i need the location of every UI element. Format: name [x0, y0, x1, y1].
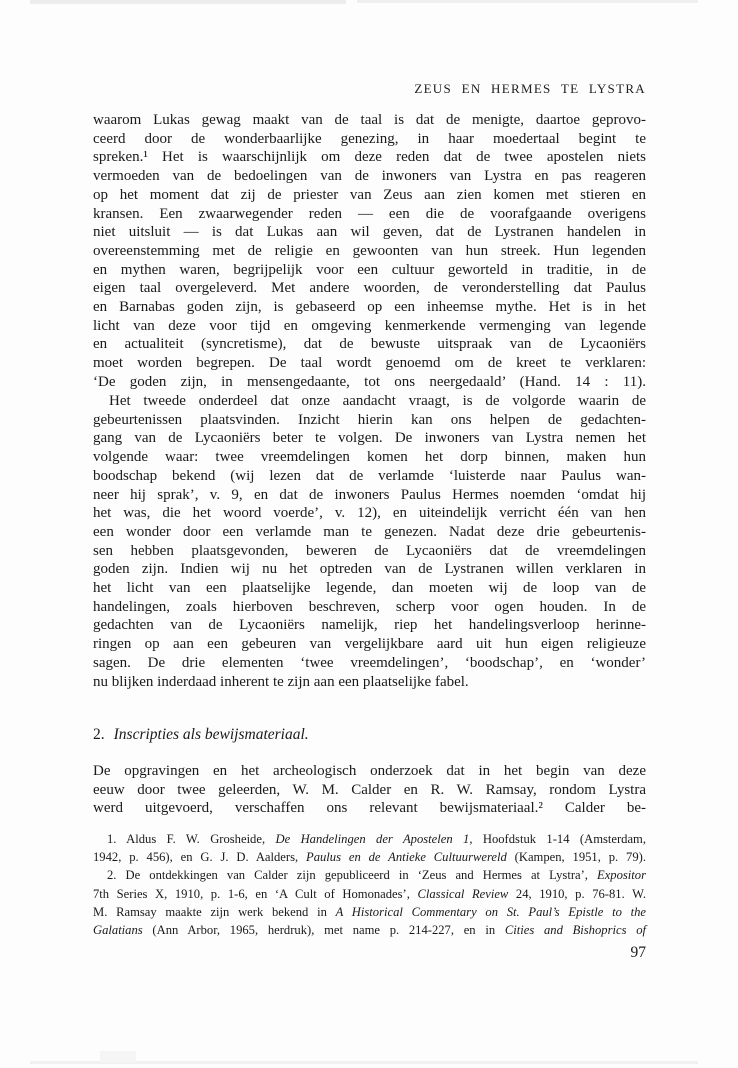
body-paragraph-3	[93, 762, 646, 818]
running-header: ZEUS EN HERMES TE LYSTRA	[414, 81, 646, 96]
text-line: boodschap bekend (wij lezen dat de verlamde ‘luisterde naar Paulus wan-	[93, 467, 646, 484]
text-line: handelingen, zoals hierboven beschreven, scherp voor ogen houden. In de	[93, 598, 646, 615]
text-line: spreken.¹ Het is waarschijnlijk om deze reden dat de twee apostelen niets	[93, 149, 646, 166]
section-heading	[93, 726, 646, 744]
body-paragraph-2	[93, 392, 646, 691]
text-line: gebeurtenissen plaatsvinden. Inzicht hierin kan ons helpen de gedachten-	[93, 411, 646, 428]
text-line: op het moment dat zij de priester van Zeus aan zien komen met stieren en	[93, 186, 646, 203]
text-line: ceerd door de wonderbaarlijke genezing, in haar moedertaal begint te	[93, 130, 646, 147]
text-line: Galatians (Ann Arbor, 1965, herdruk), met name p. 214-227, en in Cities and Bishoprics of	[93, 923, 646, 938]
text-line: niet uitsluit — is dat Lukas aan wil geven, dat de Lystranen handelen in	[93, 224, 646, 241]
text-line: 2. De ontdekkingen van Calder zijn gepubliceerd in ‘Zeus and Hermes at Lystra’, Expositor	[107, 868, 646, 883]
text-line: ‘De goden zijn, in mensengedaante, tot ons neergedaald’ (Hand. 14 : 11).	[93, 373, 646, 390]
text-line: waarom Lukas gewag maakt van de taal is dat de menigte, daartoe geprovo-	[93, 112, 646, 128]
section-number: 2.	[93, 726, 105, 743]
text-line: sen hebben plaatsgevonden, beweren de Lycaoniërs dat de vreemdelingen	[93, 542, 646, 559]
text-line: M. Ramsay maakte zijn werk bekend in A Historical Commentary on St. Paul’s Epistle to the	[93, 904, 646, 919]
text-line: en actualiteit (syncretisme), dat de bewuste uitspraak van de Lycaoniërs	[93, 336, 646, 353]
text-line: goden zijn. Indien wij nu het optreden van de Lystranen willen verklaren in	[93, 561, 646, 578]
text-line: overeenstemming met de religie en gewoonten van hun streek. Hun legenden	[93, 242, 646, 259]
text-line: nu blijken inderdaad inherent te zijn aan een plaatselijke fabel.	[93, 673, 469, 690]
body-paragraph-1	[93, 111, 646, 392]
text-line: licht van deze voor tijd en omgeving kenmerkende vermenging van legende	[93, 317, 646, 334]
text-line: gang van de Lycaoniërs beter te volgen. De inwoners van Lystra nemen het	[93, 430, 646, 447]
text-line: volgende waar: twee vreemdelingen komen het dorp binnen, maken hun	[93, 449, 646, 466]
text-line: neer hij sprak’, v. 9, en dat de inwoners Paulus Hermes noemden ‘omdat hij	[93, 486, 646, 503]
text-line: en mythen waren, begrijpelijk voor een cultuur geworteld in traditie, in de	[93, 261, 646, 278]
text-line: het was, die het woord voerde’, v. 12), en uiteindelijk verricht één van hen	[93, 505, 646, 522]
footnote-1	[93, 830, 646, 866]
text-line: 1. Aldus F. W. Grosheide, De Handelingen der Apostelen 1, Hoofdstuk 1-14 (Amsterdam,	[107, 832, 647, 846]
scan-artifact-bottom-square	[100, 1051, 136, 1062]
text-line: een wonder door een verlamde man te genezen. Nadat deze drie gebeurtenis-	[93, 523, 646, 540]
text-line: gedachten van de Lycaoniërs namelijk, riep het handelingsverloop herinne-	[93, 617, 646, 634]
scan-artifact-top-left	[30, 0, 346, 4]
text-line: vermoeden van de bedoelingen van de inwoners van Lystra en pas reageren	[93, 168, 646, 185]
section-title: Inscripties als bewijsmateriaal.	[113, 726, 309, 743]
text-line: werd uitgevoerd, verschaffen ons relevant bewijsmateriaal.² Calder be-	[93, 800, 646, 817]
footnotes	[93, 830, 646, 939]
text-line: 7th Series X, 1910, p. 1-6, en ‘A Cult of Homonades’, Classical Review 24, 1910, p. 76-81. W.	[93, 886, 646, 901]
text-line: Het tweede onderdeel dat onze aandacht vraagt, is de volgorde waarin de	[109, 393, 646, 409]
page-number: 97	[630, 944, 646, 961]
text-line: eigen taal overgeleverd. Met andere woorden, de veronderstelling dat Paulus	[93, 280, 646, 297]
text-line: en Barnabas goden zijn, is gebaseerd op een inheemse mythe. Het is in het	[93, 299, 646, 316]
text-line: sagen. De drie elementen ‘twee vreemdelingen’, ‘boodschap’, en ‘wonder’	[93, 654, 646, 671]
text-line: ringen op aan een gebeuren van vergelijkbare aard uit hun eigen religieuze	[93, 636, 646, 653]
text-line: het licht van een plaatselijke legende, dan moeten wij de loop van de	[93, 580, 646, 597]
scan-artifact-top-right	[357, 0, 698, 3]
footnote-2	[93, 866, 646, 939]
text-line: kransen. Een zwaarwegender reden — een die de voorafgaande overigens	[93, 205, 646, 222]
text-line: eeuw door twee geleerden, W. M. Calder en R. W. Ramsay, rondom Lystra	[93, 781, 646, 798]
scan-artifact-bottom	[30, 1061, 698, 1064]
text-line: 1942, p. 456), en G. J. D. Aalders, Paulus en de Antieke Cultuurwereld (Kampen, 1951, p. 79).	[93, 850, 646, 865]
text-line: moet worden begrepen. De taal wordt genoemd om de kreet te verklaren:	[93, 355, 646, 372]
text-line: De opgravingen en het archeologisch onderzoek dat in het begin van deze	[93, 763, 646, 779]
